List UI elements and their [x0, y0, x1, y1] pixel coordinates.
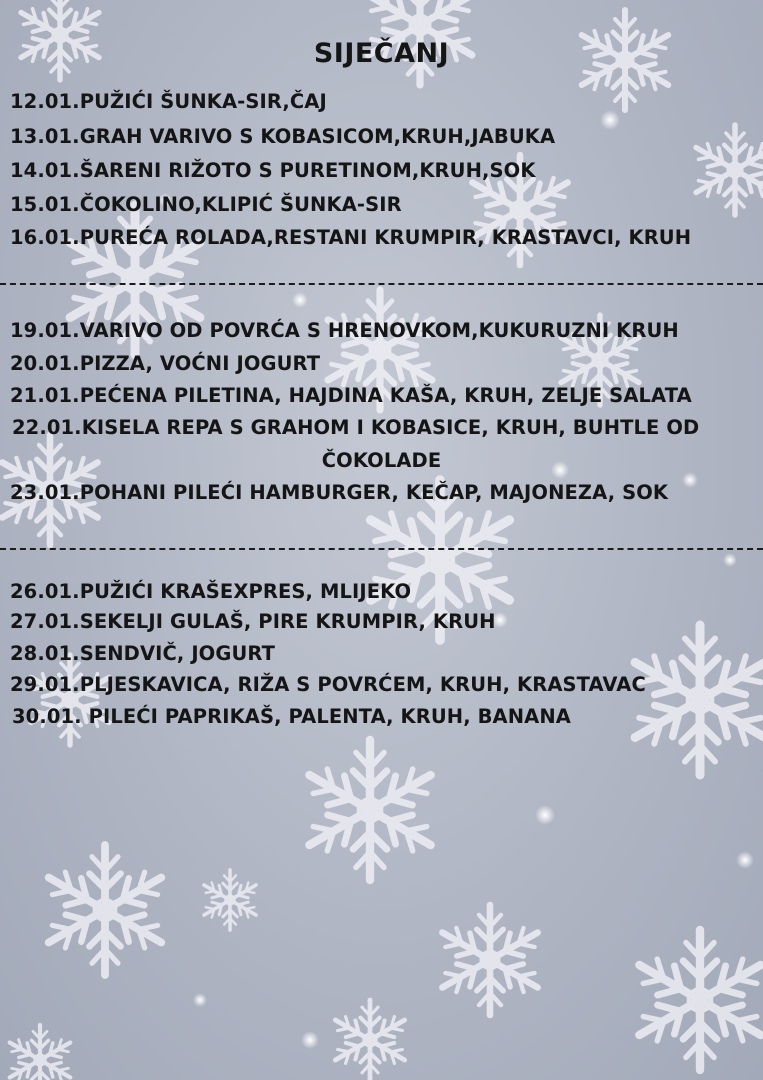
page-title: SIJEČANJ	[313, 38, 450, 69]
menu-line: 26.01.PUŽIĆI KRAŠEXPRES, MLIJEKO	[10, 580, 412, 603]
menu-line: 13.01.GRAH VARIVO S KOBASICOM,KRUH,JABUKA	[10, 125, 556, 148]
menu-line: 28.01.SENDVIČ, JOGURT	[10, 642, 276, 665]
menu-line: 27.01.SEKELJI GULAŠ, PIRE KRUMPIR, KRUH	[10, 610, 496, 633]
menu-line: 20.01.PIZZA, VOĆNI JOGURT	[10, 352, 321, 375]
menu-line: 14.01.ŠARENI RIŽOTO S PURETINOM,KRUH,SOK	[10, 159, 536, 182]
week-divider	[0, 548, 763, 550]
menu-line: 19.01.VARIVO OD POVRĆA S HRENOVKOM,KUKURUZNI KRUH	[10, 319, 679, 342]
menu-line: 29.01.PLJESKAVICA, RIŽA S POVRĆEM, KRUH, KRASTAVAC	[10, 673, 646, 696]
menu-line: 12.01.PUŽIĆI ŠUNKA-SIR,ČAJ	[10, 90, 327, 113]
menu-line: 15.01.ČOKOLINO,KLIPIĆ ŠUNKA-SIR	[10, 193, 402, 216]
menu-line: 23.01.POHANI PILEĆI HAMBURGER, KEČAP, MAJONEZA, SOK	[10, 481, 669, 504]
week-divider	[0, 283, 763, 285]
menu-line: 30.01. PILEĆI PAPRIKAŠ, PALENTA, KRUH, BANANA	[12, 705, 571, 728]
menu-line: 22.01.KISELA REPA S GRAHOM I KOBASICE, KRUH, BUHTLE OD	[12, 416, 700, 439]
menu-line: 16.01.PUREĆA ROLADA,RESTANI KRUMPIR, KRASTAVCI, KRUH	[10, 226, 692, 249]
menu-line: ČOKOLADE	[321, 449, 442, 472]
menu-line: 21.01.PEĆENA PILETINA, HAJDINA KAŠA, KRUH, ZELJE SALATA	[10, 384, 692, 407]
